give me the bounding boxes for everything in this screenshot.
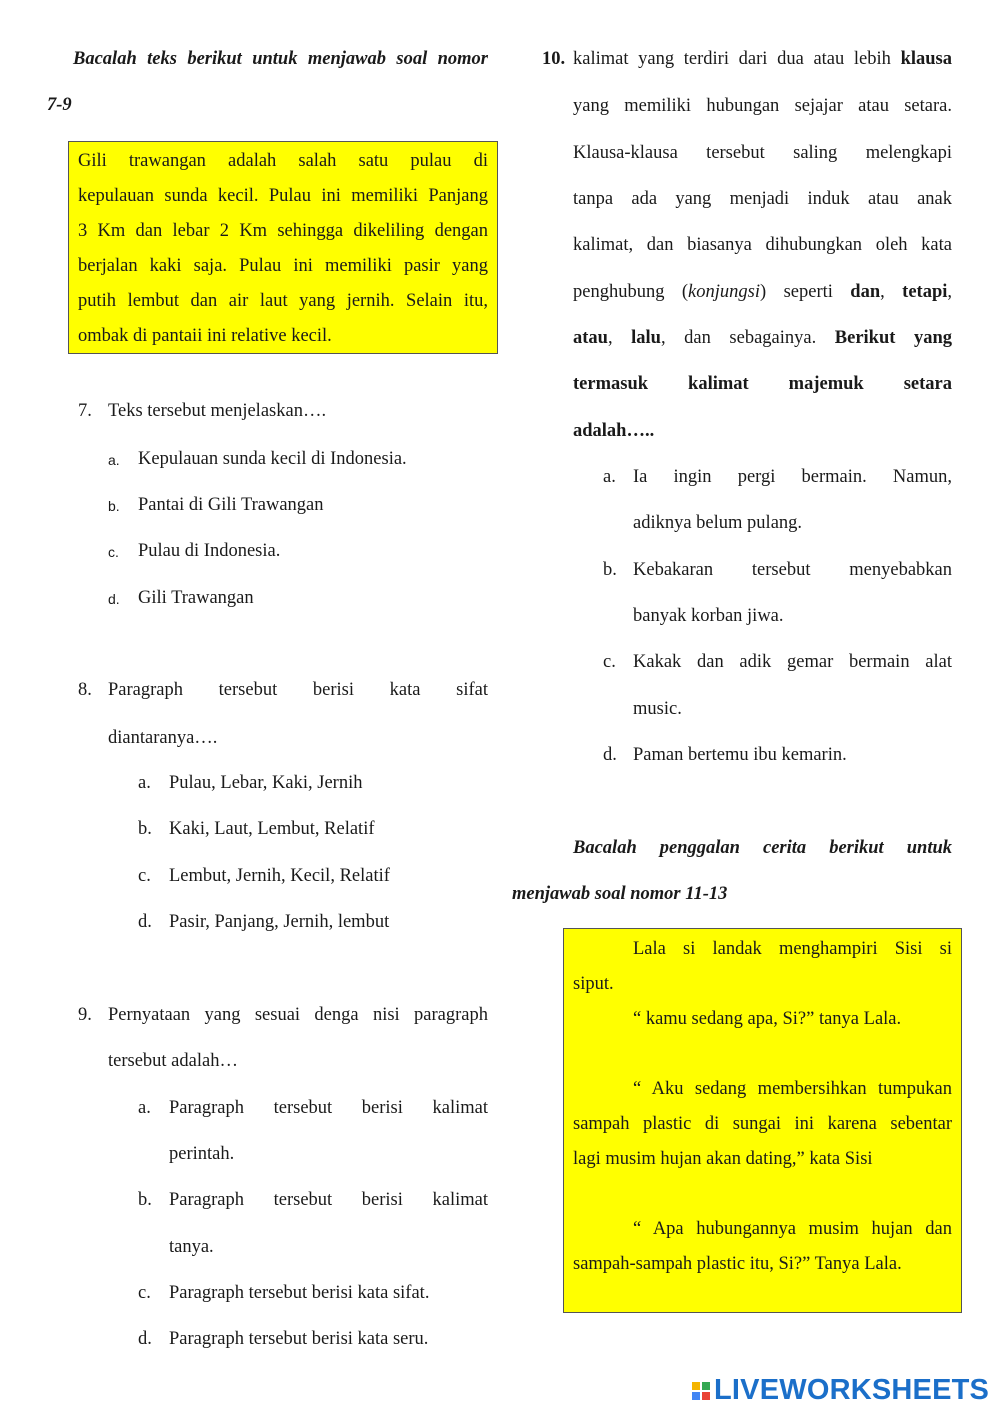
option-c[interactable]: Pulau di Indonesia.: [138, 541, 281, 561]
text: Klausa-klausa tersebut saling melengkapi: [573, 143, 952, 163]
text: yang memiliki hubungan sejajar atau setara.: [573, 96, 952, 116]
story-line: [573, 932, 952, 967]
option-text: Kakak dan adik gemar bermain alat: [633, 652, 952, 672]
text: kalimat, dan biasanya dihubungkan oleh kata: [573, 235, 952, 255]
option-a[interactable]: Pulau, Lebar, Kaki, Jernih: [169, 773, 363, 793]
option-d[interactable]: Gili Trawangan: [138, 588, 254, 608]
story-line: lagi musim hujan akan dating,” kata Sisi: [573, 1149, 873, 1169]
question-text: Pernyataan yang sesuai denga nisi paragraph: [108, 1005, 488, 1025]
question-text-line: [108, 680, 488, 701]
question-number: 10.: [542, 49, 566, 69]
question-line-3: [573, 143, 952, 164]
option-letter: c.: [138, 1283, 151, 1303]
text: penghubung (: [573, 282, 689, 302]
question-line-8: [573, 374, 952, 395]
question-line-1: [573, 49, 952, 70]
text: “ Aku sedang membersihkan tumpukan: [633, 1079, 952, 1099]
liveworksheets-logo[interactable]: [692, 1374, 989, 1406]
passage-line: putih lembut dan air laut yang jernih. Selain itu,: [78, 291, 488, 311]
text: ) seperti: [760, 282, 851, 302]
question-text: Paragraph tersebut berisi kata sifat: [108, 680, 488, 700]
option-letter: a.: [138, 1098, 151, 1118]
heading-line: Bacalah teks berikut untuk menjawab soal nomor: [73, 49, 488, 69]
option-text: Paragraph tersebut berisi kalimat: [169, 1098, 488, 1118]
option-text: Ia ingin pergi bermain. Namun,: [633, 467, 952, 487]
option-letter: b.: [138, 1190, 152, 1210]
passage-line: Gili trawangan adalah salah satu pulau di: [78, 151, 488, 171]
question-number: 8.: [78, 680, 92, 700]
option-b-cont[interactable]: tanya.: [169, 1237, 214, 1257]
text: kalimat yang terdiri dari dua atau lebih: [573, 49, 901, 69]
passage-line: ombak di pantaii ini relative kecil.: [78, 326, 332, 346]
question-line-6: [573, 282, 952, 303]
question-line-5: [573, 235, 952, 256]
bold-term: klausa: [900, 49, 952, 69]
text: ,: [947, 282, 953, 302]
option-text: Kebakaran tersebut menyebabkan: [633, 560, 952, 580]
question-text-line: tersebut adalah…: [108, 1051, 238, 1071]
bold-term: tetapi: [902, 282, 948, 302]
question-number: 9.: [78, 1005, 92, 1025]
logo-icon: [692, 1382, 710, 1400]
story-line: [573, 1107, 952, 1142]
option-letter: c.: [138, 866, 151, 886]
question-line-9: adalah…..: [573, 421, 655, 441]
option-letter: c.: [603, 652, 616, 672]
option-b-cont[interactable]: banyak korban jiwa.: [633, 606, 784, 626]
heading-line: Bacalah penggalan cerita berikut untuk: [573, 838, 952, 858]
option-letter: b.: [138, 819, 152, 839]
logo-text: LIVEWORKSHEETS: [714, 1373, 990, 1406]
option-letter: a.: [108, 452, 120, 468]
passage-line: 3 Km dan lebar 2 Km sehingga dikeliling dengan: [78, 221, 488, 241]
option-d[interactable]: Paman bertemu ibu kemarin.: [633, 745, 847, 765]
passage-line: berjalan kaki saja. Pulau ini memiliki pasir yang: [78, 256, 488, 276]
option-letter: d.: [603, 745, 617, 765]
question-text: Teks tersebut menjelaskan….: [108, 401, 327, 421]
italic-term: konjungsi: [688, 282, 760, 302]
option-letter: a.: [603, 467, 616, 487]
option-d[interactable]: Paragraph tersebut berisi kata seru.: [169, 1329, 429, 1349]
option-c[interactable]: [633, 652, 952, 673]
option-letter: d.: [108, 591, 120, 607]
bold-term: dan: [850, 282, 881, 302]
option-letter: d.: [138, 912, 152, 932]
story-line: [573, 1072, 952, 1107]
option-b[interactable]: [169, 1190, 488, 1211]
text: termasuk kalimat majemuk setara: [573, 374, 952, 394]
text: ,: [607, 328, 632, 348]
question-line-4: [573, 189, 952, 210]
option-letter: b.: [603, 560, 617, 580]
bold-term: lalu: [631, 328, 661, 348]
option-a[interactable]: [633, 467, 952, 488]
text: ,: [880, 282, 903, 302]
passage-gili-text: [78, 144, 488, 354]
option-letter: b.: [108, 498, 120, 514]
option-b[interactable]: Kaki, Laut, Lembut, Relatif: [169, 819, 375, 839]
question-text-line: diantaranya….: [108, 728, 218, 748]
section-heading-11-13: [573, 838, 952, 859]
option-b[interactable]: [633, 560, 952, 581]
passage-line: kepulauan sunda kecil. Pulau ini memiliki Panjang: [78, 186, 488, 206]
option-c-cont[interactable]: music.: [633, 699, 682, 719]
story-line: “ kamu sedang apa, Si?” tanya Lala.: [633, 1009, 902, 1029]
bold-term: atau: [573, 328, 608, 348]
option-c[interactable]: Paragraph tersebut berisi kata sifat.: [169, 1283, 430, 1303]
story-line: [573, 1212, 952, 1247]
option-text: Paragraph tersebut berisi kalimat: [169, 1190, 488, 1210]
text: sampah plastic di sungai ini karena sebentar: [573, 1114, 952, 1134]
option-a[interactable]: Kepulauan sunda kecil di Indonesia.: [138, 449, 407, 469]
option-c[interactable]: Lembut, Jernih, Kecil, Relatif: [169, 866, 390, 886]
option-letter: d.: [138, 1329, 152, 1349]
text: , dan sebagainya.: [660, 328, 835, 348]
story-line: sampah-sampah plastic itu, Si?” Tanya Lala.: [573, 1254, 902, 1274]
section-heading-7-9: [73, 49, 488, 70]
option-a[interactable]: [169, 1098, 488, 1119]
blank-line: [573, 1037, 952, 1072]
question-line-7: [573, 328, 952, 349]
text: tanpa ada yang menjadi induk atau anak: [573, 189, 952, 209]
question-text-line: [108, 1005, 488, 1026]
bold-term: Berikut yang: [834, 328, 952, 348]
option-letter: a.: [138, 773, 151, 793]
option-a-cont[interactable]: perintah.: [169, 1144, 235, 1164]
passage-story-text: [573, 932, 952, 1282]
option-b[interactable]: Pantai di Gili Trawangan: [138, 495, 324, 515]
option-d[interactable]: Pasir, Panjang, Jernih, lembut: [169, 912, 390, 932]
story-line: siput.: [573, 974, 614, 994]
section-heading-range: menjawab soal nomor 11-13: [512, 884, 728, 904]
blank-line: [573, 1177, 952, 1212]
text: Lala si landak menghampiri Sisi si: [633, 939, 952, 959]
option-a-cont[interactable]: adiknya belum pulang.: [633, 513, 803, 533]
text: “ Apa hubungannya musim hujan dan: [633, 1219, 952, 1239]
section-heading-range: 7-9: [47, 95, 72, 115]
question-line-2: [573, 96, 952, 117]
question-number: 7.: [78, 401, 92, 421]
option-letter: c.: [108, 544, 119, 560]
